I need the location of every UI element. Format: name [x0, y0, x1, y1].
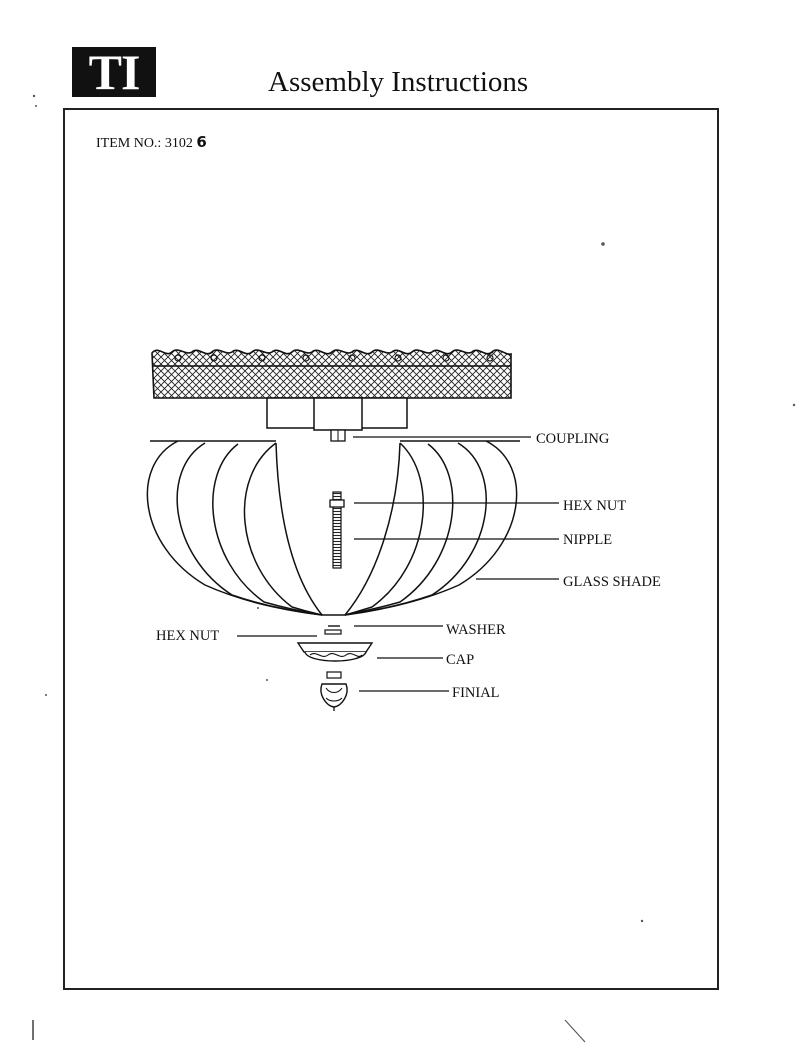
- label-finial: FINIAL: [452, 685, 500, 701]
- item-number-handwritten-digit: 6: [196, 133, 207, 151]
- mounting-bracket: [267, 398, 407, 441]
- decorative-cap: [298, 643, 372, 661]
- ceiling-canopy: [152, 350, 511, 398]
- label-hex-nut-upper: HEX NUT: [563, 498, 627, 514]
- page-title: Assembly Instructions: [268, 66, 529, 98]
- finial: [321, 672, 347, 711]
- ti-logo: TI: [72, 47, 156, 97]
- lower-hex-nut-and-washer: [325, 626, 341, 634]
- scan-specks: [33, 95, 795, 1042]
- label-glass-shade: GLASS SHADE: [563, 574, 661, 590]
- label-coupling: COUPLING: [536, 431, 610, 447]
- threaded-nipple: [330, 492, 344, 568]
- label-cap: CAP: [446, 652, 475, 668]
- label-hex-nut-lower: HEX NUT: [156, 628, 220, 644]
- label-nipple: NIPPLE: [563, 532, 613, 548]
- label-washer: WASHER: [446, 622, 506, 638]
- item-number-label: ITEM NO.: 3102: [96, 136, 193, 151]
